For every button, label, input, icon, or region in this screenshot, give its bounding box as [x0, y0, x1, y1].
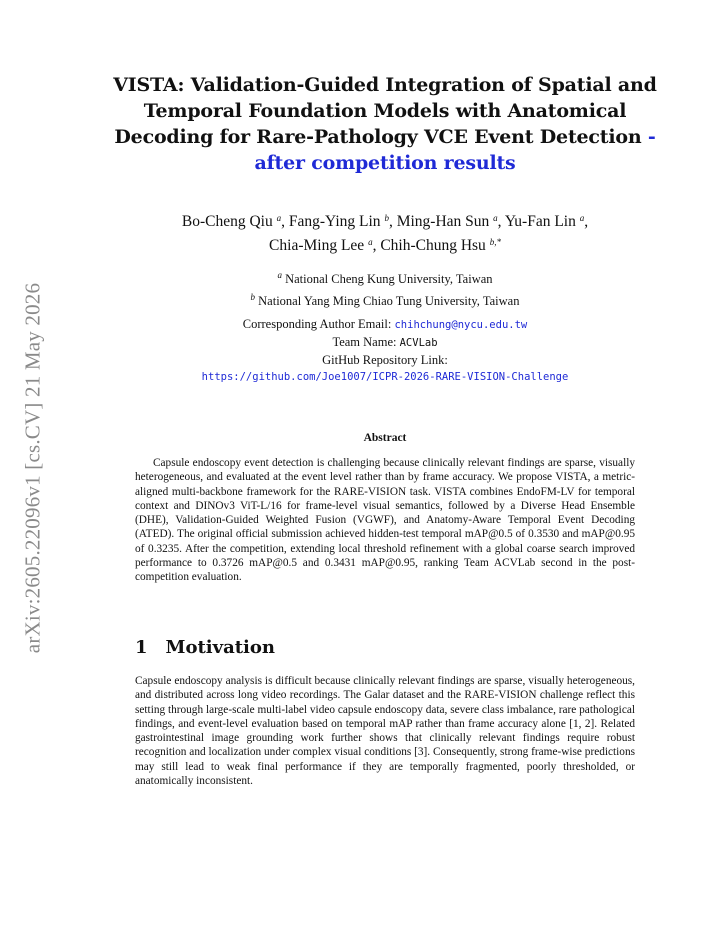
section-title: Motivation — [165, 637, 275, 658]
author: Yu-Fan Lin $^a$, — [504, 213, 589, 230]
github-link[interactable]: https://github.com/Joe1007/ICPR-2026-RARE-VISION-Challenge — [201, 371, 569, 383]
affiliation: $^b$ National Yang Ming Chiao Tung University, Taiwan — [250, 292, 520, 308]
section-number: 1 — [135, 637, 148, 658]
title-suffix: - after competition results — [254, 126, 656, 174]
author: Bo-Cheng Qiu $^a$, — [181, 213, 289, 230]
paper-title — [95, 72, 675, 176]
affiliation: $^a$ National Cheng Kung University, Taiwan — [277, 270, 493, 286]
affiliation-list — [110, 266, 660, 310]
arxiv-identifier: arXiv:2605.22096v1 [cs.CV] 21 May 2026 — [20, 282, 45, 654]
author: Ming-Han Sun $^a$, — [396, 213, 505, 230]
section-text: Capsule endoscopy analysis is difficult because clinically relevant findings are sparse, visually heterogeneous, and distributed across long video recordings. The Galar dataset and the RARE-VISION challenge reflect this setting through large-scale multi-label video capsule endoscopy data, severe class imbalance, rare pathological findings, and event-level evaluation based on temporal mAP rather than frame accuracy alone [1, 2]. Related gastrointestinal image grounding work further shows that clinically relevant findings require robust recognition and localization under complex visual conditions [3]. Consequently, strong frame-wise predictions may still lead to weak final performance if they are temporally fragmented, poorly thresholded, or anatomically inconsistent. — [135, 675, 635, 788]
abstract-text: Capsule endoscopy event detection is challenging because clinically relevant findings are sparse, visually heterogeneous, and evaluated at the event level rather than by frame accuracy. We propose VISTA, a metric-aligned multi-backbone framework for the RARE-VISION task. VISTA combines EndoFM-LV for temporal context and DINOv3 ViT-L/16 for frame-level visual semantics, followed by a Diverse Head Ensemble (DHE), Validation-Guided Weighted Fusion (VGWF), and Anatomy-Aware Temporal Event Decoding (ATED). The original official submission achieved hidden-test temporal mAP@0.5 of 0.3530 and mAP@0.95 of 0.3235. After the competition, extending local threshold refinement with a global coarse search improved performance to 0.3726 mAP@0.5 and 0.3431 mAP@0.95, ranking Team ACVLab second in the post-competition evaluation. — [135, 457, 635, 584]
email-link[interactable]: chihchung@nycu.edu.tw — [394, 319, 528, 331]
team-line: Team Name: ACVLab — [332, 335, 438, 349]
author: Chih-Chung Hsu $^{b,*}$ — [380, 237, 501, 254]
section-heading — [135, 637, 275, 658]
github-label: GitHub Repository Link: — [322, 353, 448, 367]
team-name: ACVLab — [399, 337, 438, 349]
contact-block — [110, 316, 660, 386]
abstract-heading: Abstract — [363, 432, 407, 444]
author-list — [110, 208, 660, 256]
author: Chia-Ming Lee $^a$, — [269, 237, 381, 254]
author: Fang-Ying Lin $^b$, — [288, 213, 397, 230]
title-main: VISTA: Validation-Guided Integration of Spatial and Temporal Foundation Models with Anatomical Decoding for Rare-Pathology VCE Event Detection — [113, 74, 657, 148]
email-line: Corresponding Author Email: chihchung@nycu.edu.tw — [242, 317, 528, 331]
